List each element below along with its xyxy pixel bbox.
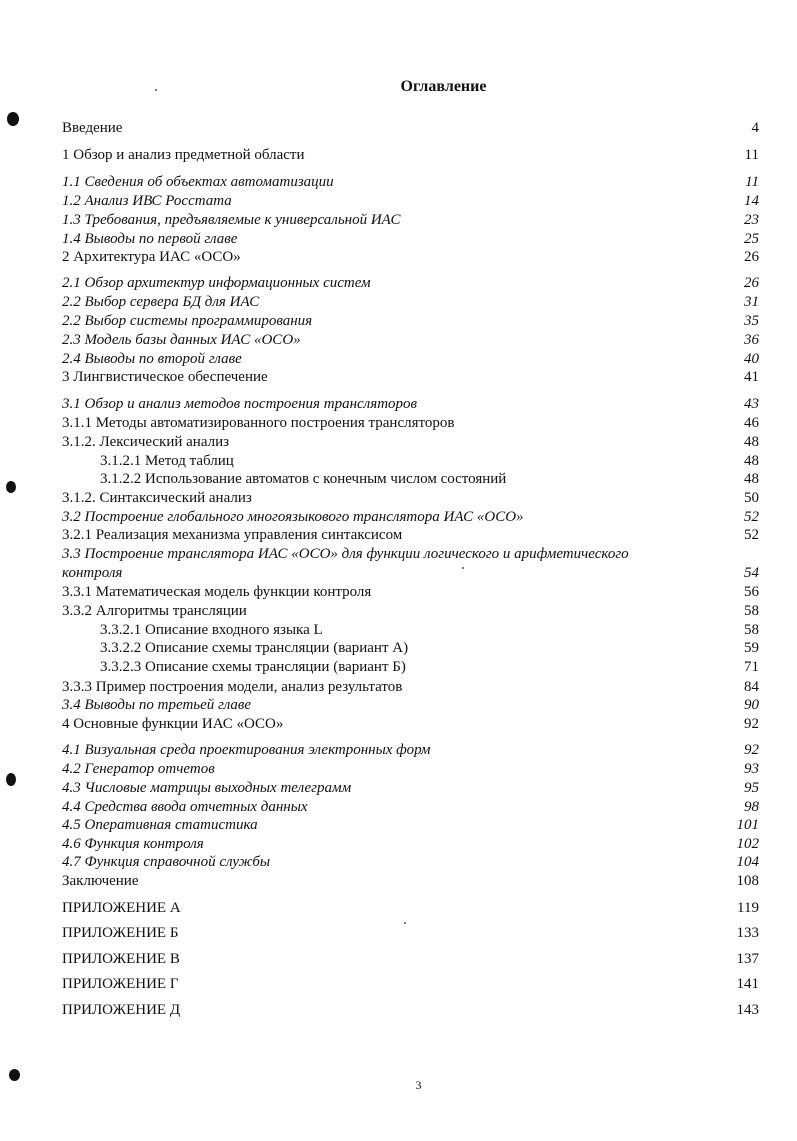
toc-entry-title: 4.3 Числовые матрицы выходных телеграмм: [62, 780, 352, 796]
toc-entry-page: 98: [744, 799, 759, 815]
toc-entry-title: ПРИЛОЖЕНИЕ Д: [62, 1002, 181, 1018]
toc-entry: [0, 601, 797, 621]
toc-entry: [0, 974, 797, 994]
toc-entry: [0, 525, 797, 545]
toc-entry-page: 26: [744, 275, 759, 291]
toc-entry-title: 3.1 Обзор и анализ методов построения трансляторов: [62, 396, 418, 412]
toc-entry-title: контроля: [62, 565, 123, 581]
toc-entry-page: 59: [744, 640, 759, 656]
toc-entry: [0, 229, 797, 249]
toc-entry-page: 102: [736, 836, 759, 852]
toc-entry: [0, 759, 797, 779]
toc-entry-page: 56: [744, 584, 759, 600]
toc-entry-title: 4.6 Функция контроля: [62, 836, 204, 852]
toc-entry-title: 2.2 Выбор системы программирования: [62, 313, 313, 329]
toc-entry-page: 25: [744, 231, 759, 247]
toc-entry: [0, 210, 797, 230]
toc-entry-page: 11: [745, 174, 759, 190]
toc-entry-title: 3.2.1 Реализация механизма управления синтаксисом: [62, 527, 403, 543]
toc-entry-title: 2 Архитектура ИАС «ОСО»: [62, 249, 241, 265]
toc-entry: [0, 191, 797, 211]
toc-entry: [0, 413, 797, 433]
toc-entry: [0, 488, 797, 508]
toc-entry-page: 119: [737, 900, 759, 916]
toc-entry-page: 71: [744, 659, 759, 675]
toc-entry-page: 141: [736, 976, 759, 992]
toc-entry-page: 14: [744, 193, 759, 209]
toc-entry: [0, 657, 797, 677]
toc-entry-page: 108: [736, 873, 759, 889]
toc-entry-title: ПРИЛОЖЕНИЕ В: [62, 951, 180, 967]
toc-entry: [0, 620, 797, 640]
toc-entry: [0, 330, 797, 350]
toc-entry-page: 137: [736, 951, 759, 967]
toc-entry: [0, 544, 797, 564]
toc-entry-title: 3.4 Выводы по третьей главе: [62, 697, 252, 713]
toc-entry: [0, 797, 797, 817]
toc-entry-page: 58: [744, 622, 759, 638]
toc-entry-page: 11: [744, 147, 759, 163]
toc-entry-page: 92: [744, 716, 759, 732]
toc-entry: [0, 273, 797, 293]
toc-entry: [0, 677, 797, 697]
toc-entry: [0, 172, 797, 192]
toc-entry-title: 2.4 Выводы по второй главе: [62, 351, 242, 367]
toc-entry: [0, 778, 797, 798]
toc-entry: [0, 815, 797, 835]
toc-entry-title: 1.1 Сведения об объектах автоматизации: [62, 174, 334, 190]
toc-entry: [0, 469, 797, 489]
toc-entry: [0, 871, 797, 891]
toc-entry-title: 3.1.2.1 Метод таблиц: [100, 453, 234, 469]
toc-entry-page: 48: [744, 453, 759, 469]
toc-entry: [0, 432, 797, 452]
toc-entry-page: 93: [744, 761, 759, 777]
toc-entry-page: 40: [744, 351, 759, 367]
toc-entry-title: 1.3 Требования, предъявляемые к универсальной ИАС: [62, 212, 401, 228]
toc-entry-title: Введение: [62, 120, 123, 136]
toc-entry: [0, 247, 797, 267]
toc-entry: [0, 898, 797, 918]
toc-entry-title: ПРИЛОЖЕНИЕ А: [62, 900, 181, 916]
toc-entry-title: 1 Обзор и анализ предметной области: [62, 147, 305, 163]
toc-entry: [0, 638, 797, 658]
toc-entry-title: 2.3 Модель базы данных ИАС «ОСО»: [62, 332, 301, 348]
toc-entry: [0, 834, 797, 854]
toc-entry-page: 50: [744, 490, 759, 506]
toc-entry: [0, 740, 797, 760]
toc-entry-page: 41: [744, 369, 759, 385]
toc-entry-title: 4.2 Генератор отчетов: [62, 761, 215, 777]
toc-entry-page: 36: [744, 332, 759, 348]
toc-entry-title: 1.4 Выводы по первой главе: [62, 231, 238, 247]
toc-entry-page: 26: [744, 249, 759, 265]
toc-entry-page: 104: [736, 854, 759, 870]
toc-entry: [0, 349, 797, 369]
toc-entry-title: 3.1.2. Синтаксический анализ: [62, 490, 252, 506]
toc-entry-page: 90: [744, 697, 759, 713]
toc-entry: [0, 394, 797, 414]
toc-entry: [0, 118, 797, 138]
toc-entry-title: ПРИЛОЖЕНИЕ Г: [62, 976, 179, 992]
page-number: 3: [415, 1078, 422, 1092]
toc-entry: [0, 563, 797, 583]
toc-entry-page: 54: [744, 565, 759, 581]
toc-entry-page: 43: [744, 396, 759, 412]
toc-entry-page: 143: [736, 1002, 759, 1018]
page-title: Оглавление: [400, 78, 487, 95]
toc-entry-title: 1.2 Анализ ИВС Росстата: [62, 193, 232, 209]
toc-entry-title: 4.7 Функция справочной службы: [62, 854, 271, 870]
toc-entry-title: 3.3.2.2 Описание схемы трансляции (вариант А): [100, 640, 409, 656]
toc-entry-title: 2.2 Выбор сервера БД для ИАС: [62, 294, 260, 310]
toc-entry-title: 4 Основные функции ИАС «ОСО»: [62, 716, 284, 732]
toc-entry-page: 35: [744, 313, 759, 329]
toc-entry-page: 4: [751, 120, 759, 136]
toc-entry-page: 133: [736, 925, 759, 941]
toc-entry-title: ПРИЛОЖЕНИЕ Б: [62, 925, 179, 941]
toc-entry-page: 58: [744, 603, 759, 619]
toc-entry: [0, 507, 797, 527]
toc-entry-title: 2.1 Обзор архитектур информационных систем: [62, 275, 371, 291]
toc-entry: [0, 311, 797, 331]
toc-entry-page: 52: [744, 509, 759, 525]
toc-entry-page: 52: [744, 527, 759, 543]
toc-entry-title: 3.3.1 Математическая модель функции контроля: [62, 584, 372, 600]
toc-entry: [0, 145, 797, 165]
toc-entry-page: 92: [744, 742, 759, 758]
toc-entry: [0, 451, 797, 471]
toc-entry: [0, 1000, 797, 1020]
toc-entry: [0, 852, 797, 872]
toc-entry: [0, 714, 797, 734]
toc-entry-title: 3 Лингвистическое обеспечение: [62, 369, 268, 385]
toc-entry-title: 3.3 Построение транслятора ИАС «ОСО» для функции логического и арифметического: [62, 546, 629, 562]
toc-entry-page: 48: [744, 471, 759, 487]
toc-entry-page: 46: [744, 415, 759, 431]
toc-entry-title: 3.3.3 Пример построения модели, анализ результатов: [62, 679, 403, 695]
toc-entry: [0, 695, 797, 715]
toc-entry-page: 84: [744, 679, 759, 695]
toc-entry-title: 3.3.2.1 Описание входного языка L: [100, 622, 323, 638]
toc-entry-title: 3.1.2.2 Использование автоматов с конечным числом состояний: [100, 471, 507, 487]
toc-entry-page: 31: [744, 294, 759, 310]
toc-entry-title: 3.1.1 Методы автоматизированного построения трансляторов: [62, 415, 455, 431]
toc-entry-title: 4.1 Визуальная среда проектирования электронных форм: [62, 742, 431, 758]
toc-entry-title: 3.1.2. Лексический анализ: [62, 434, 230, 450]
toc-entry: [0, 582, 797, 602]
toc-entry-page: 48: [744, 434, 759, 450]
toc-entry-title: 4.5 Оперативная статистика: [62, 817, 258, 833]
toc-entry: [0, 923, 797, 943]
toc-entry: [0, 367, 797, 387]
toc-entry-page: 95: [744, 780, 759, 796]
toc-entry-title: Заключение: [62, 873, 139, 889]
toc-entry-title: 3.3.2.3 Описание схемы трансляции (вариант Б): [100, 659, 406, 675]
toc-entry-title: 4.4 Средства ввода отчетных данных: [62, 799, 308, 815]
toc-entry-title: 3.3.2 Алгоритмы трансляции: [62, 603, 247, 619]
toc-entry-page: 23: [744, 212, 759, 228]
toc-entry: [0, 949, 797, 969]
toc-entry-page: 101: [736, 817, 759, 833]
toc-entry-title: 3.2 Построение глобального многоязыкового транслятора ИАС «ОСО»: [62, 509, 524, 525]
toc-entry: [0, 292, 797, 312]
